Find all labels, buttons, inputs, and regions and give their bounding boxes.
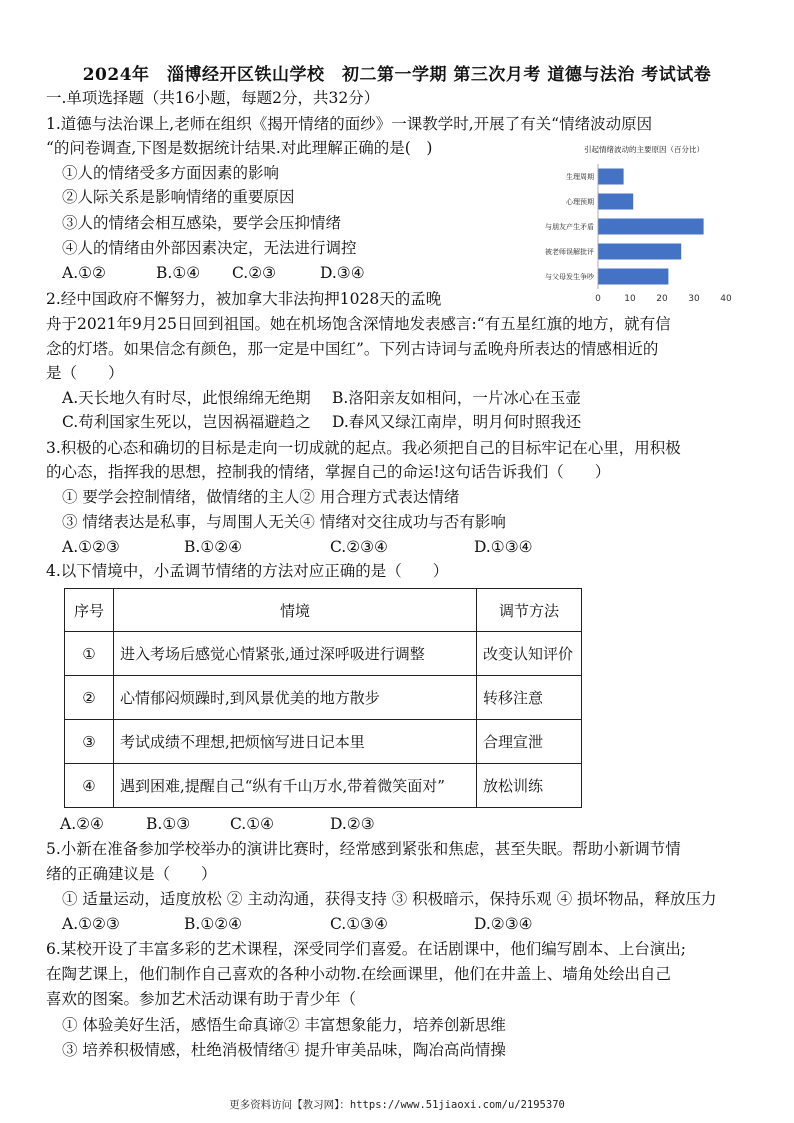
q2-stem-line2: 舟于2021年9月25日回到祖国。她在机场饱含深情地发表感言:“有五星红旗的地方，就有信 [46,315,671,333]
row-situation: 进入考场后感觉心情紧张,通过深呼吸进行调整 [114,632,477,676]
chart-bar [598,244,681,260]
emotion-causes-bar-chart [500,142,748,304]
table-row [65,720,582,764]
q1-option-a[interactable]: A.①② [62,264,106,282]
q5-option-c[interactable]: C.①③④ [330,915,388,933]
row-number: ④ [65,764,114,808]
q5-option-b[interactable]: B.①②④ [184,915,243,933]
chart-x-tick-label: 40 [720,294,732,304]
q2-stem-line1: 2.经中国政府不懈努力，被加拿大非法拘押1028天的孟晚 [46,290,442,308]
q3-statements-1-2: ① 要学会控制情绪，做情绪的主人② 用合理方式表达情绪 [62,488,460,506]
q4-situation-table [64,588,582,808]
q1-stem-line2: “的问卷调查,下图是数据统计结果.对此理解正确的是( ) [46,139,433,157]
q1-statement-1: ①人的情绪受多方面因素的影响 [62,164,280,182]
q2-stem-line3: 念的灯塔。如果信念有颜色，那一定是中国红”。下列古诗词与孟晚舟所表达的情感相近的 [46,340,659,358]
q5-option-a[interactable]: A.①②③ [62,915,120,933]
row-number: ① [65,632,114,676]
q4-option-a[interactable]: A.②④ [60,815,104,833]
q5-option-d[interactable]: D.②③④ [474,915,533,933]
chart-category-label: 与父母发生争吵 [545,273,594,281]
chart-category-label: 与朋友产生矛盾 [545,223,594,231]
chart-category-label: 心理预期 [566,198,594,206]
q5-statements: ① 适量运动，适度放松 ② 主动沟通，获得支持 ③ 积极暗示，保持乐观 ④ 损坏物品，释放压力 [62,890,717,908]
row-method: 改变认知评价 [477,632,582,676]
table-row [65,676,582,720]
q3-stem-line1: 3.积极的心态和确切的目标是走向一切成就的起点。我必须把自己的目标牢记在心里，用积极 [46,439,681,457]
row-situation: 心情郁闷烦躁时,到风景优美的地方散步 [114,676,477,720]
q6-stem-line1: 6.某校开设了丰富多彩的艺术课程，深受同学们喜爱。在话剧课中，他们编写剧本、上台演出; [46,940,687,958]
q5-stem-line2: 绪的正确建议是（ ） [46,865,217,883]
q1-option-b[interactable]: B.①④ [156,264,201,282]
chart-bar [598,169,624,185]
q3-option-b[interactable]: B.①②④ [184,538,243,556]
chart-title: 引起情绪波动的主要原因（百分比） [584,145,704,154]
q1-option-c[interactable]: C.②③ [232,264,277,282]
q5-options [62,914,533,934]
q2-option-d[interactable]: D.春风又绿江南岸，明月何时照我还 [332,413,582,431]
q2-option-a[interactable]: A.天长地久有时尽，此恨绵绵无绝期 [62,389,311,407]
q1-statement-3: ③人的情绪会相互感染，要学会压抑情绪 [62,214,342,232]
table-row [65,764,582,808]
q2-option-b[interactable]: B.洛阳亲友如相问，一片冰心在玉壶 [332,389,581,407]
row-number: ③ [65,720,114,764]
q1-options [62,263,365,283]
row-method: 合理宣泄 [477,720,582,764]
q5-stem-line1: 5.小新在准备参加学校举办的演讲比赛时，经常感到紧张和焦虑，甚至失眠。帮助小新调节情 [46,840,681,858]
chart-bar [598,219,704,235]
q3-statements-3-4: ③ 情绪表达是私事，与周围人无关④ 情绪对交往成功与否有影响 [62,513,506,531]
q1-stem-line1: 1.道德与法治课上,老师在组织《揭开情绪的面纱》一课教学时,开展了有关“情绪波动原因 [46,115,653,133]
chart-category-label: 生理周期 [566,173,594,181]
section-heading: 一.单项选择题（共16小题，每题2分，共32分） [46,89,380,107]
q4-options [60,814,375,834]
table-row [65,632,582,676]
row-number: ② [65,676,114,720]
table-header-row [65,589,582,632]
q6-stem-line2: 在陶艺课上，他们制作自己喜欢的各种小动物.在绘画课里，他们在井盖上、墙角处绘出自己 [46,965,671,983]
q6-stem-line3: 喜欢的图案。参加艺术活动课有助于青少年（ [46,990,357,1008]
q1-statement-2: ②人际关系是影响情绪的重要原因 [62,188,295,206]
chart-bar [598,269,668,285]
chart-category-label: 被老师误解批评 [545,248,594,256]
q4-option-b[interactable]: B.①③ [146,815,191,833]
q3-option-d[interactable]: D.①③④ [474,538,533,556]
chart-x-tick-label: 30 [688,294,700,304]
chart-bar [598,194,633,210]
row-situation: 遇到困难,提醒自己“纵有千山万水,带着微笑面对” [114,764,477,808]
chart-x-tick-label: 0 [595,294,601,304]
exam-title: 2024年 淄博经开区铁山学校 初二第一学期 第三次月考 道德与法治 考试试卷 [82,65,712,85]
q1-statement-4: ④人的情绪由外部因素决定，无法进行调控 [62,239,357,257]
footer-source: 更多资料访问【教习网】：https://www.51jiaoxi.com/u/2195370 [229,1099,565,1111]
q3-options [62,537,533,557]
header-method: 调节方法 [477,589,582,632]
header-situation: 情境 [114,589,477,632]
q4-stem: 4.以下情境中，小孟调节情绪的方法对应正确的是（ ） [46,562,449,580]
row-method: 放松训练 [477,764,582,808]
header-number: 序号 [65,589,114,632]
q3-stem-line2: 的心态，指挥我的思想，控制我的情绪，掌握自己的命运!这句话告诉我们（ ） [46,463,611,481]
q6-statements-1-2: ① 体验美好生活，感悟生命真谛② 丰富想象能力，培养创新思维 [62,1016,506,1034]
q3-option-c[interactable]: C.②③④ [330,538,388,556]
row-method: 转移注意 [477,676,582,720]
q4-option-d[interactable]: D.②③ [330,815,375,833]
q4-option-c[interactable]: C.①④ [230,815,275,833]
chart-x-tick-label: 20 [656,294,668,304]
q6-statements-3-4: ③ 培养积极情感，杜绝消极情绪④ 提升审美品味，陶冶高尚情操 [62,1041,506,1059]
q1-option-d[interactable]: D.③④ [320,264,365,282]
chart-x-tick-label: 10 [624,294,636,304]
row-situation: 考试成绩不理想,把烦恼写进日记本里 [114,720,477,764]
q2-stem-line4: 是（ ） [46,364,124,382]
q3-option-a[interactable]: A.①②③ [62,538,120,556]
q2-option-c[interactable]: C.苟利国家生死以，岂因祸福避趋之 [62,413,311,431]
